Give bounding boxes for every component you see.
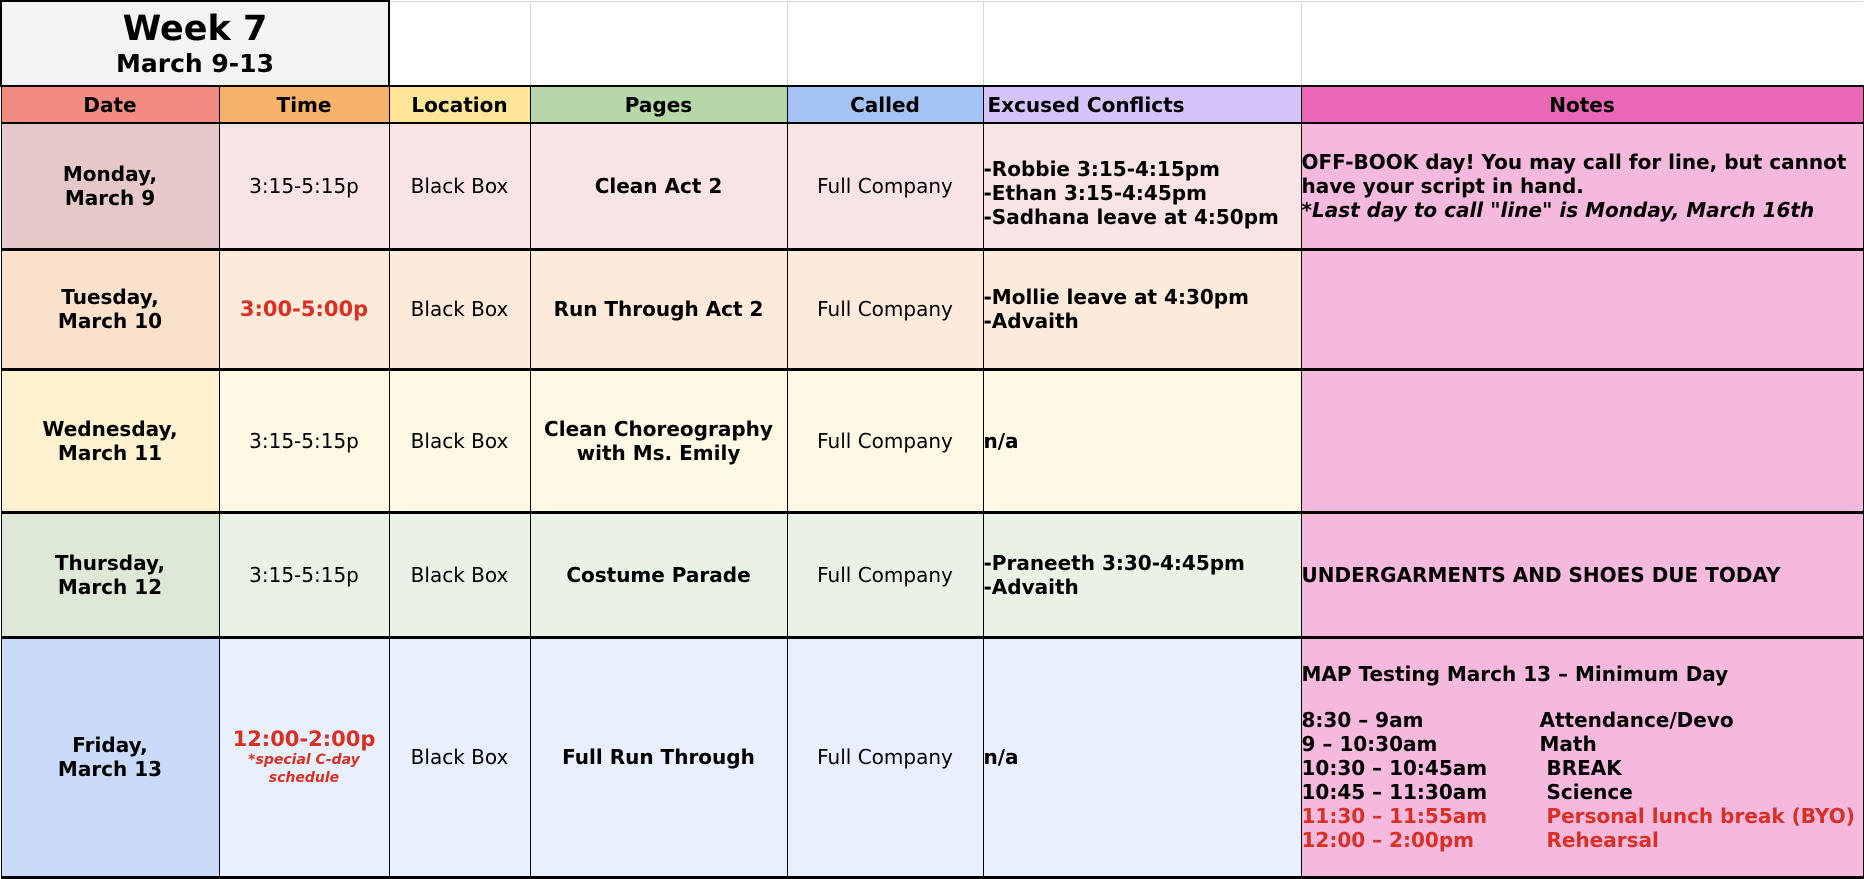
schedule-time: 8:30 – 9am	[1301, 708, 1424, 732]
day-name: Tuesday,	[61, 285, 159, 309]
conflict-item: -Sadhana leave at 4:50pm	[983, 204, 1279, 229]
schedule-time: 9 – 10:30am	[1301, 732, 1438, 756]
day-name: Wednesday,	[42, 416, 178, 441]
time-value: 12:00-2:00p	[232, 727, 376, 751]
notes-cell[interactable]	[1301, 123, 1863, 249]
header-notes[interactable]: Notes	[1301, 86, 1863, 123]
called-cell[interactable]: Full Company	[787, 249, 983, 369]
header-time[interactable]: Time	[219, 86, 389, 123]
pages-text: with Ms. Emily	[576, 440, 741, 465]
schedule-line	[1302, 828, 1863, 852]
table-row	[1, 369, 1863, 512]
time-cell[interactable]: 3:15-5:15p	[219, 512, 389, 637]
title-row	[1, 1, 1863, 86]
notes-heading: MAP Testing March 13 – Minimum Day	[1301, 662, 1729, 686]
day-name: Thursday,	[54, 550, 166, 575]
empty-cell[interactable]	[530, 1, 787, 86]
called-cell[interactable]: Full Company	[787, 369, 983, 512]
date-value: March 13	[57, 757, 163, 781]
schedule-time: 11:30 – 11:55am	[1301, 804, 1488, 828]
week-title: Week 7	[122, 8, 268, 49]
date-cell[interactable]	[1, 512, 219, 637]
schedule-activity: Rehearsal	[1539, 828, 1659, 852]
pages-text: Clean Choreography	[544, 416, 773, 441]
notes-text: OFF-BOOK day! You may call for line, but cannot have your script in hand.	[1301, 149, 1847, 198]
conflict-item: -Advaith	[983, 574, 1079, 599]
table-row	[1, 123, 1863, 249]
time-cell[interactable]	[219, 249, 389, 369]
schedule-line	[1302, 732, 1863, 756]
called-cell[interactable]: Full Company	[787, 637, 983, 877]
location-cell[interactable]: Black Box	[389, 249, 530, 369]
called-cell[interactable]: Full Company	[787, 512, 983, 637]
date-cell[interactable]	[1, 249, 219, 369]
time-cell[interactable]: 3:15-5:15p	[219, 123, 389, 249]
conflict-item: -Ethan 3:15-4:45pm	[983, 180, 1207, 205]
header-row	[1, 86, 1863, 123]
date-value: March 10	[57, 309, 163, 333]
header-date[interactable]: Date	[1, 86, 219, 123]
location-cell[interactable]: Black Box	[389, 369, 530, 512]
conflict-item: -Advaith	[983, 309, 1079, 333]
schedule-time: 10:30 – 10:45am	[1301, 756, 1488, 780]
notes-cell[interactable]	[1301, 637, 1863, 877]
schedule-time: 12:00 – 2:00pm	[1301, 828, 1474, 852]
header-location[interactable]: Location	[389, 86, 530, 123]
conflicts-cell[interactable]	[983, 123, 1301, 249]
called-cell[interactable]: Full Company	[787, 123, 983, 249]
header-excused-conflicts[interactable]: Excused Conflicts	[983, 86, 1301, 123]
header-called[interactable]: Called	[787, 86, 983, 123]
location-cell[interactable]: Black Box	[389, 637, 530, 877]
week-date-range: March 9-13	[116, 48, 274, 78]
schedule-time: 10:45 – 11:30am	[1301, 780, 1488, 804]
empty-cell[interactable]	[389, 1, 530, 86]
schedule-line	[1302, 804, 1863, 828]
conflict-item: n/a	[983, 428, 1019, 453]
pages-cell[interactable]: Clean Act 2	[530, 123, 787, 249]
date-value: March 12	[57, 574, 163, 599]
pages-cell[interactable]: Costume Parade	[530, 512, 787, 637]
empty-cell[interactable]	[787, 1, 983, 86]
conflict-item: -Praneeth 3:30-4:45pm	[983, 550, 1245, 575]
date-cell[interactable]	[1, 123, 219, 249]
conflict-item: -Mollie leave at 4:30pm	[983, 285, 1249, 309]
time-note: schedule	[268, 770, 340, 786]
notes-text: UNDERGARMENTS AND SHOES DUE TODAY	[1301, 562, 1781, 587]
day-name: Friday,	[72, 733, 148, 757]
time-note: *special C-day	[248, 752, 360, 768]
schedule-line	[1302, 780, 1863, 804]
notes-cell[interactable]	[1301, 512, 1863, 637]
pages-cell[interactable]: Full Run Through	[530, 637, 787, 877]
date-value: March 11	[57, 440, 163, 465]
day-name: Monday,	[62, 161, 158, 186]
notes-cell[interactable]	[1301, 249, 1863, 369]
empty-cell[interactable]	[983, 1, 1301, 86]
empty-cell[interactable]	[1301, 1, 1863, 86]
pages-cell[interactable]: Run Through Act 2	[530, 249, 787, 369]
conflicts-cell[interactable]	[983, 249, 1301, 369]
conflict-item: -Robbie 3:15-4:15pm	[983, 156, 1220, 181]
table-row	[1, 249, 1863, 369]
date-value: March 9	[64, 185, 156, 210]
schedule-activity: Science	[1539, 780, 1633, 804]
schedule-activity: Personal lunch break (BYO)	[1539, 804, 1855, 828]
conflict-item: n/a	[983, 745, 1019, 769]
pages-cell[interactable]	[530, 369, 787, 512]
schedule-activity: Math	[1539, 732, 1597, 756]
conflicts-cell[interactable]	[983, 637, 1301, 877]
date-cell[interactable]	[1, 369, 219, 512]
schedule-activity: BREAK	[1539, 756, 1622, 780]
week-title-cell[interactable]	[1, 1, 389, 86]
location-cell[interactable]: Black Box	[389, 123, 530, 249]
table-row	[1, 637, 1863, 877]
table-row	[1, 512, 1863, 637]
conflicts-cell[interactable]	[983, 512, 1301, 637]
date-cell[interactable]	[1, 637, 219, 877]
notes-text: *Last day to call "line" is Monday, March 16th	[1301, 197, 1815, 222]
schedule-line	[1302, 708, 1863, 732]
header-pages[interactable]: Pages	[530, 86, 787, 123]
notes-cell[interactable]	[1301, 369, 1863, 512]
time-cell[interactable]	[219, 637, 389, 877]
schedule-activity: Attendance/Devo	[1539, 708, 1734, 732]
schedule-line	[1302, 756, 1863, 780]
location-cell[interactable]: Black Box	[389, 512, 530, 637]
time-cell[interactable]: 3:15-5:15p	[219, 369, 389, 512]
time-value: 3:00-5:00p	[239, 297, 369, 321]
conflicts-cell[interactable]	[983, 369, 1301, 512]
